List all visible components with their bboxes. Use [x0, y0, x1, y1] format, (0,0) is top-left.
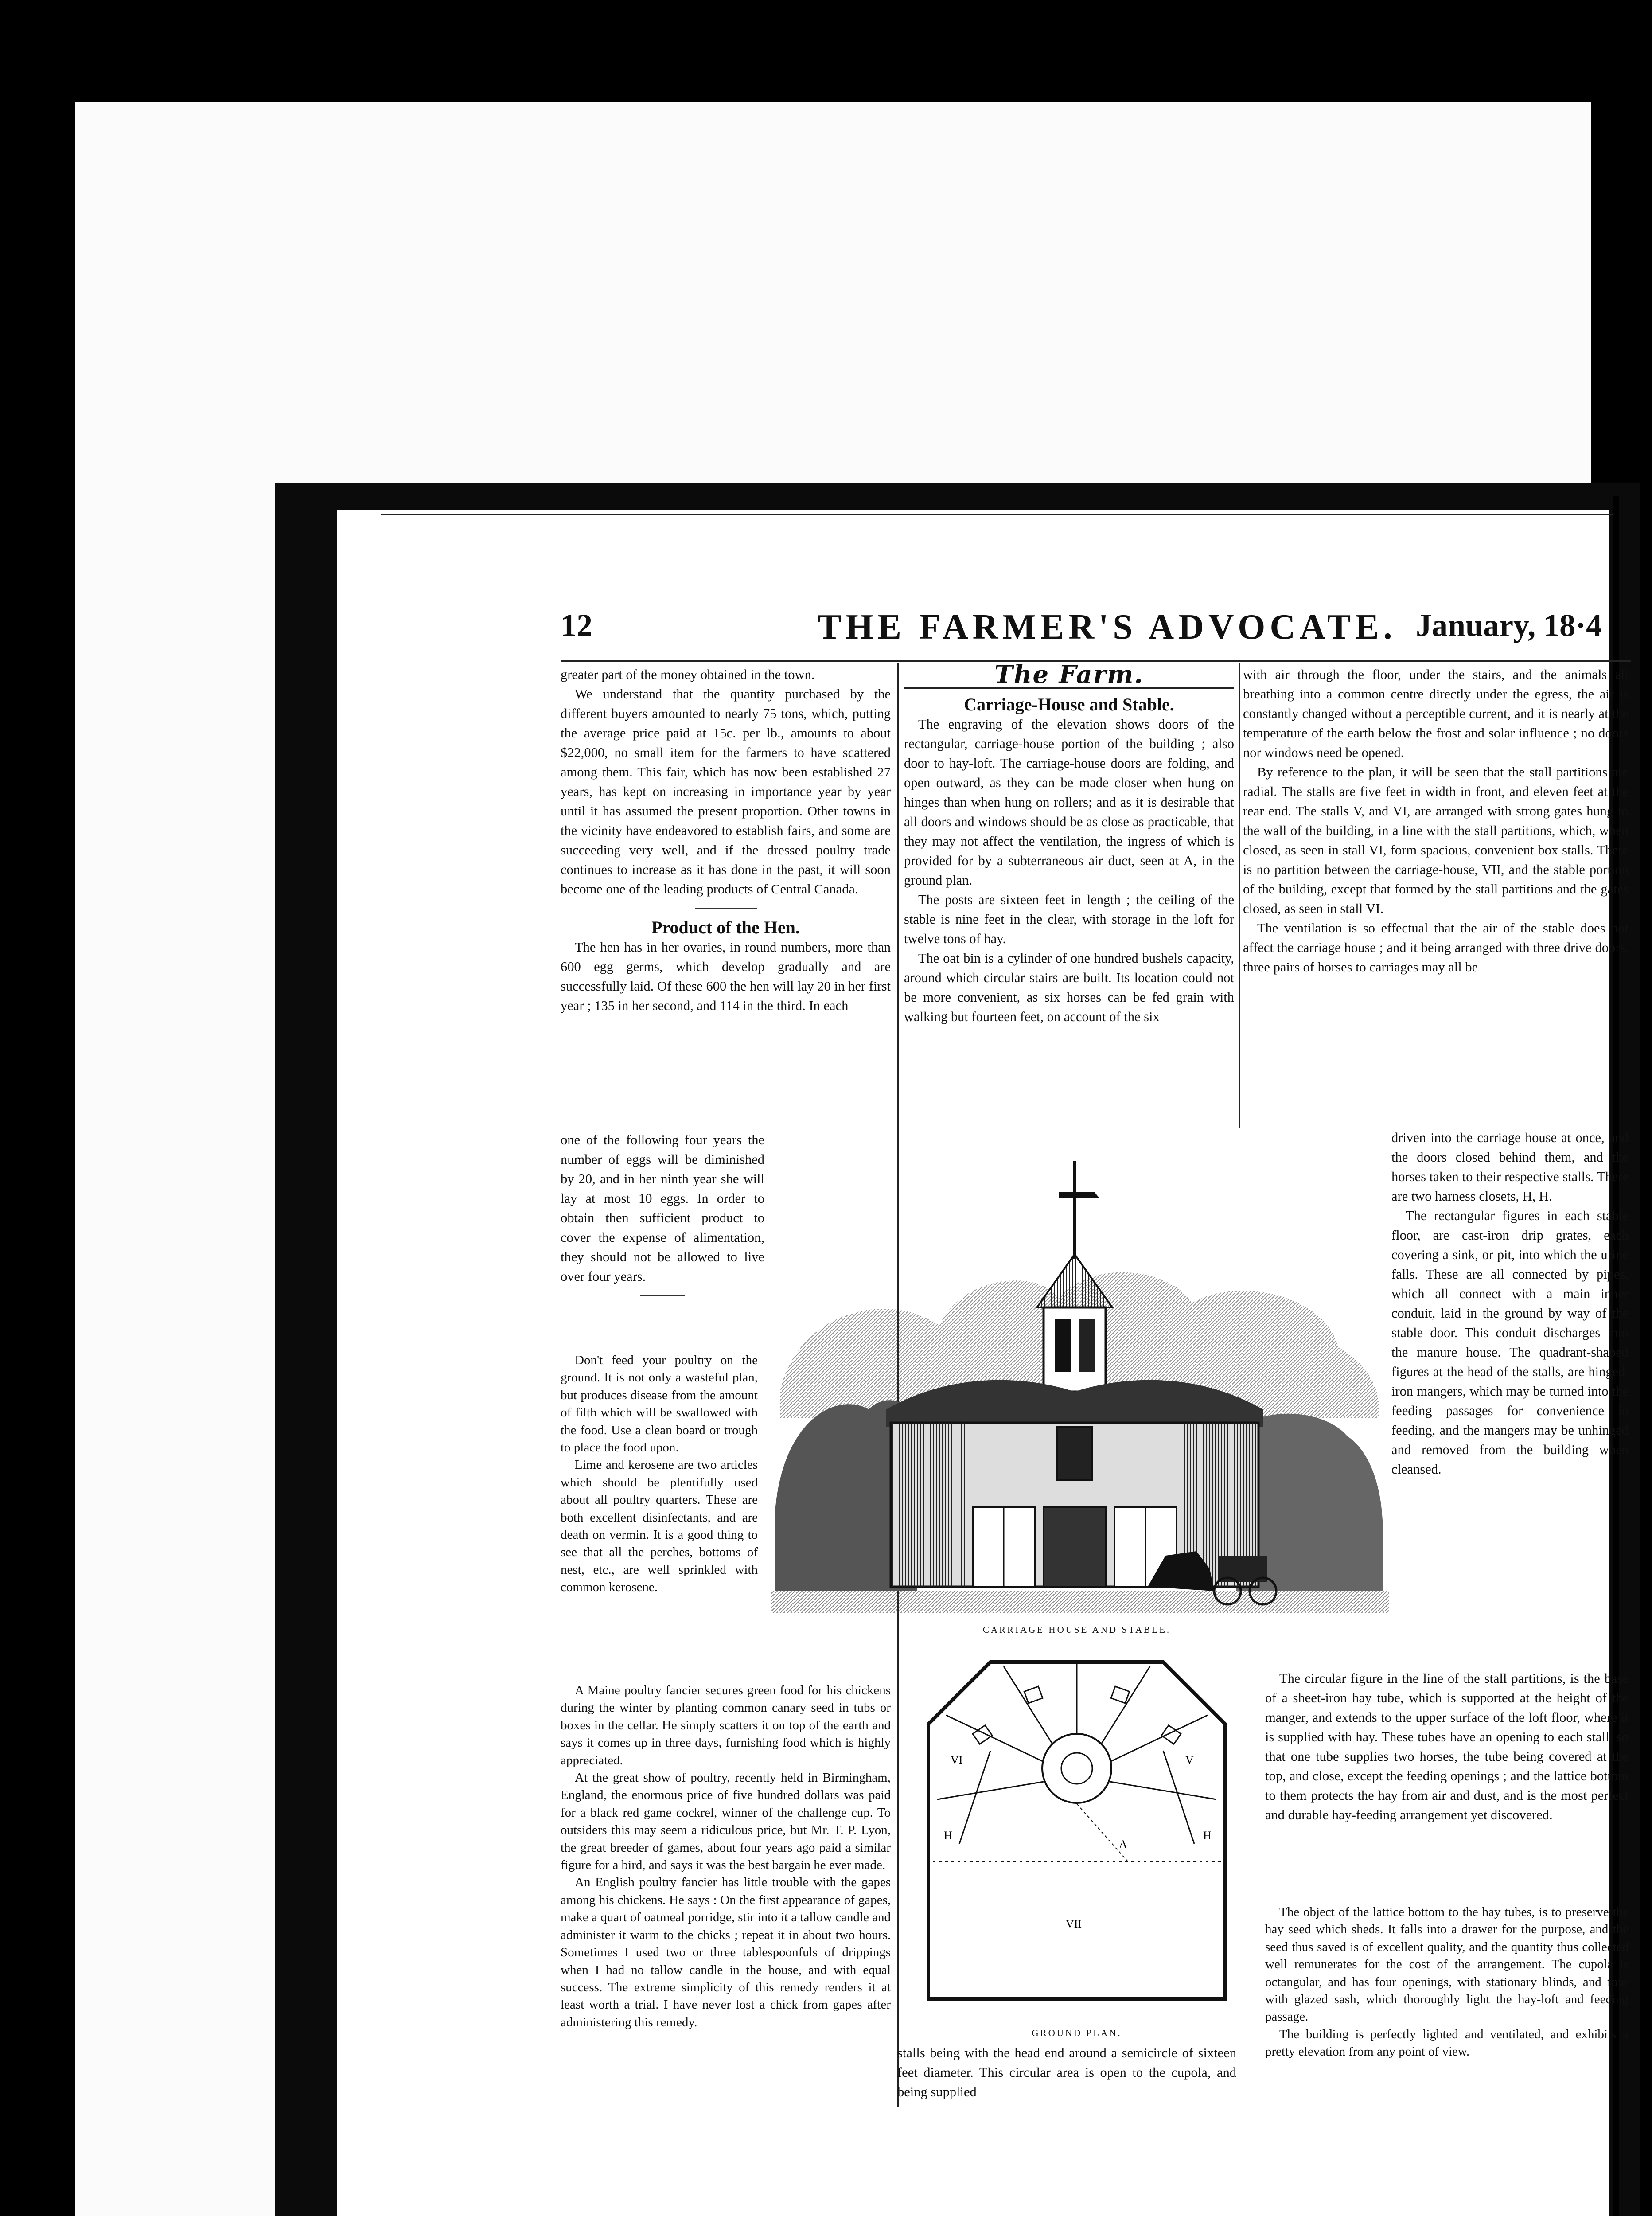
plan-label-vii: VII	[1066, 1918, 1082, 1931]
plan-label-a: A	[1119, 1838, 1127, 1851]
issue-date: January, 18·4	[1416, 608, 1602, 643]
scan-border-top	[0, 0, 1652, 102]
paragraph: with air through the floor, under the stairs, and the animals all breathing into a common centre directly under the egress, the air is constantly changed without a perceptible current, and it is nearly at the temperature of the earth below the frost and solar influence ; no doors nor windows need be opened.	[1243, 667, 1629, 760]
paragraph: The ventilation is so effectual that the air of the stable does not affect the carriage house ; and it being arranged with three drive doors, three pairs of horses to carriages may all be	[1243, 921, 1629, 975]
paragraph: An English poultry fancier has little trouble with the gapes among his chickens. He says : On the first appearance of gapes, make a quart of oatmeal porridge, stir into it a tallow candle and administer it warm to the chicks ; repeat it in about two hours. Sometimes I used two or three tablespoonfuls of drippings when I had no tallow candle in the house, and with equal success. The extreme simplicity of this remedy renders it at least worth a trial. I have never lost a chick from gapes after administering this remedy.	[561, 1875, 891, 2029]
paragraph: Don't feed your poultry on the ground. It is not only a wasteful plan, but produces disease from the amount of filth which will be swallowed with the food. Use a clean board or trough to place the food upon.	[561, 1353, 758, 1455]
paragraph: Lime and kerosene are two articles which should be plentifully used about all poultry quarters. These are both excellent disinfectants, and are death on vermin. It is a good thing to see that all the perches, bottoms of nest, etc., are well sprinkled with common kerosene.	[561, 1458, 758, 1595]
paragraph: driven into the carriage house at once, and the doors closed behind them, and the horses taken to their respective stalls. There are two harness closets, H, H.	[1391, 1130, 1629, 1204]
paragraph: The oat bin is a cylinder of one hundred bushels capacity, around which circular stairs are built. Its location could not be more convenient, as six horses can be fed grain with walking but fourteen feet, on account of the six	[904, 951, 1234, 1024]
paragraph: greater part of the money obtained in the town.	[561, 667, 815, 682]
column-rule	[1239, 663, 1240, 1128]
article-heading: Product of the Hen.	[651, 917, 800, 937]
column-3-bottom	[1265, 1669, 1629, 1825]
column-2-bottom	[897, 2043, 1236, 2102]
department-heading: The Farm.	[994, 660, 1144, 689]
plan-label-h: H	[1203, 1829, 1212, 1842]
column-1-notes	[561, 1352, 758, 1596]
column-3-end	[1265, 1904, 1629, 2061]
paragraph: The hen has in her ovaries, in round numbers, more than 600 egg germs, which develop gradually and are successfully laid. Of these 600 the hen will lay 20 in her first year ; 135 in her second, and 114 in the third. In each	[561, 940, 891, 1013]
paragraph: The engraving of the elevation shows doors of the rectangular, carriage-house portion of the building ; also door to hay-loft. The carriage-house doors are folding, and open outward, as they can be made closer when hung on hinges than when hung on rollers; and as it is desirable that all doors and windows should be as close as practicable, that they may not affect the ventilation, the ingress of which is provided for by a subterraneous air duct, seen at A, in the ground plan.	[904, 717, 1234, 888]
running-head	[561, 607, 1629, 656]
paragraph: At the great show of poultry, recently held in Birmingham, England, the enormous price of five hundred dollars was paid for a black red game cockrel, winner of the challenge cup. To outsiders this may seem a ridiculous price, but Mr. T. P. Lyon, the great breeder of games, about four years ago paid a similar figure for a bird, and says it was the best bargain he ever made.	[561, 1771, 891, 1873]
paragraph: The rectangular figures in each stable floor, are cast-iron drip grates, each covering a sink, or pit, into which the urine falls. These are all connected by pipes, which all connect with a main inner conduit, laid in the ground by way of the stable door. This conduit discharges into the manure house. The quadrant-shaped figures at the head of the stalls, are hinged, iron mangers, which may be turned into the feeding passages for convenience in feeding, and the mangers may be unhinged and removed from the building when cleansed.	[1391, 1208, 1629, 1477]
page-edge	[381, 514, 1613, 523]
section-divider	[695, 908, 757, 909]
column-3-narrow	[1391, 1128, 1629, 1479]
carriage-door-open	[1044, 1507, 1106, 1587]
article-heading: Carriage-House and Stable.	[964, 694, 1174, 714]
cupola	[1044, 1307, 1106, 1392]
plan-label-h: H	[944, 1829, 952, 1842]
column-3-top	[1243, 665, 1629, 977]
column-1-top	[561, 665, 891, 1015]
engraving-caption: CARRIAGE HOUSE AND STABLE.	[982, 1624, 1171, 1635]
loft-door	[1057, 1427, 1092, 1480]
column-1-narrow	[561, 1130, 764, 1305]
cupola-window	[1079, 1319, 1095, 1372]
column-2-top	[904, 660, 1234, 1026]
building-side-left	[891, 1423, 966, 1587]
paragraph: The posts are sixteen feet in length ; the ceiling of the stable is nine feet in the clear, with storage in the loft for twelve tons of hay.	[904, 892, 1234, 946]
ground-plan-diagram	[920, 1653, 1234, 2003]
paragraph: By reference to the plan, it will be seen that the stall partitions are radial. The stalls are five feet in width in front, and eleven feet at the rear end. The stalls V, and VI, are arranged with strong gates hung to the wall of the building, in a line with the stall partitions, which, when closed, as seen in stall VI, form spacious, convenient box stalls. There is no partition between the carriage-house, VII, and the stable portion of the building, except that formed by the stall partitions and the gates closed, as seen in stall VI.	[1243, 765, 1629, 916]
paragraph: We understand that the quantity purchased by the different buyers amounted to nearly 75 tons, which, putting the average price paid at 15c. per lb., amounts to about $22,000, no small item for the farmers to have scattered among them. This fair, which has now been established 27 years, has kept on increasing in importance year by year until it has assumed the present proportion. Other towns in the vicinity have endeavored to establish fairs, and some are succeeding very well, and if the dressed poultry trade continues to increase as it has done in the past, it will soon become one of the leading products of Central Canada.	[561, 687, 891, 897]
paragraph: stalls being with the head end around a semicircle of sixteen feet diameter. This circular area is open to the cupola, and being supplied	[897, 2045, 1236, 2099]
plan-label-v: V	[1185, 1754, 1194, 1767]
column-1-bottom	[561, 1682, 891, 2031]
masthead-title: THE FARMER'S ADVOCATE.	[818, 608, 1397, 647]
paragraph: one of the following four years the number of eggs will be diminished by 20, and in her ninth year she will lay at most 10 eggs. In order to obtain then sufficient product to cover the expense of alimentation, they should not be allowed to live over four years.	[561, 1132, 764, 1284]
section-divider	[640, 1295, 685, 1296]
paragraph: The building is perfectly lighted and ventilated, and exhibits a pretty elevation from any point of view.	[1265, 2027, 1629, 2059]
paragraph: A Maine poultry fancier secures green food for his chickens during the winter by planting common canary seed in tubs or boxes in the cellar. He simply scatters it on top of the earth and says it comes up in three days, furnishing food which is highly appreciated.	[561, 1683, 891, 1767]
plan-label-vi: VI	[951, 1754, 963, 1767]
scan-border-left	[0, 0, 75, 2216]
carriage-house-engraving	[771, 1143, 1389, 1635]
department-rule	[904, 687, 1234, 689]
paragraph: The object of the lattice bottom to the hay tubes, is to preserve the hay seed which sheds. It falls into a drawer for the purpose, and the seed thus saved is of excellent quality, and the quantity thus collected well remunerates for the cost of the arrangement. The cupola is octangular, and has four openings, with stationary blinds, and four with glazed sash, which thoroughly light the hay-loft and feeding passage.	[1265, 1905, 1629, 2024]
plan-caption: GROUND PLAN.	[1032, 2028, 1122, 2038]
ground	[771, 1591, 1389, 1613]
cupola-window	[1055, 1319, 1071, 1372]
weather-vane-arrow	[1059, 1192, 1099, 1198]
paragraph: The circular figure in the line of the stall partitions, is the base of a sheet-iron hay tube, which is supported at the height of the manger, and extends to the upper surface of the loft floor, where it is supplied with hay. These tubes have an opening to each stall, so that one tube supplies two horses, the tube being covered at the top, and close, except the feeding openings ; and the lattice bottom to them protects the hay from air and dust, and is the most perfect and durable hay-feeding arrangement yet discovered.	[1265, 1671, 1629, 1822]
page-number: 12	[561, 608, 592, 643]
